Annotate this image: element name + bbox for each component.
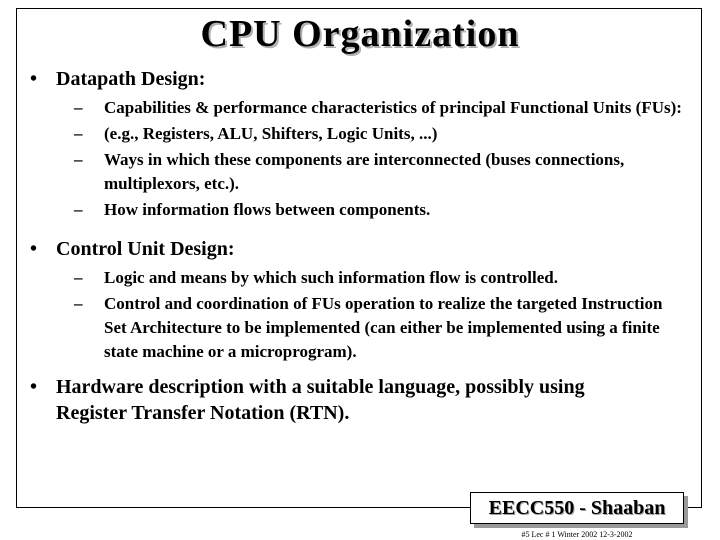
bullet-text: Control Unit Design: [56, 238, 235, 260]
list-item [74, 198, 704, 222]
list-item-text: Ways in which these components are interconnected (buses connections, multiplexors, etc.). [104, 150, 625, 193]
lecture-footer-note: #5 Lec # 1 Winter 2002 12-3-2002 [521, 530, 633, 539]
list-item [74, 292, 704, 364]
list-item [74, 122, 704, 146]
bullet-control-unit-design [24, 236, 704, 262]
control-unit-subitems [24, 266, 704, 364]
bullet-marker: • [30, 376, 38, 398]
datapath-subitems [24, 96, 704, 222]
slide-title: CPU Organization [200, 13, 520, 55]
list-item [74, 148, 704, 196]
dash-marker: – [74, 98, 83, 117]
dash-marker: – [74, 268, 83, 287]
bullet-datapath-design [24, 66, 704, 92]
list-item-text: How information flows between components. [104, 200, 431, 219]
list-item-text: Logic and means by which such information flow is controlled. [104, 268, 559, 287]
list-item [74, 96, 704, 120]
dash-marker: – [74, 200, 83, 219]
course-badge-label: EECC550 - Shaaban [488, 496, 666, 519]
list-item-text: (e.g., Registers, ALU, Shifters, Logic Units, ...) [104, 124, 438, 143]
bullet-marker: • [30, 238, 38, 260]
bullet-marker: • [30, 68, 38, 90]
course-badge [470, 492, 684, 524]
bullet-text: Hardware description with a suitable language, possibly using Register Transfer Notation (RTN). [56, 376, 585, 424]
dash-marker: – [74, 294, 83, 313]
dash-marker: – [74, 150, 83, 169]
dash-marker: – [74, 124, 83, 143]
bullet-text: Datapath Design: [56, 68, 206, 90]
slide-content [24, 66, 704, 426]
bullet-hardware-description [24, 374, 704, 426]
list-item-text: Control and coordination of FUs operation to realize the targeted Instruction Set Architecture to be implemented (can either be implemented using a finite state machine or a microprogram). [104, 294, 663, 361]
list-item [74, 266, 704, 290]
list-item-text: Capabilities & performance characteristics of principal Functional Units (FUs): [104, 98, 682, 117]
